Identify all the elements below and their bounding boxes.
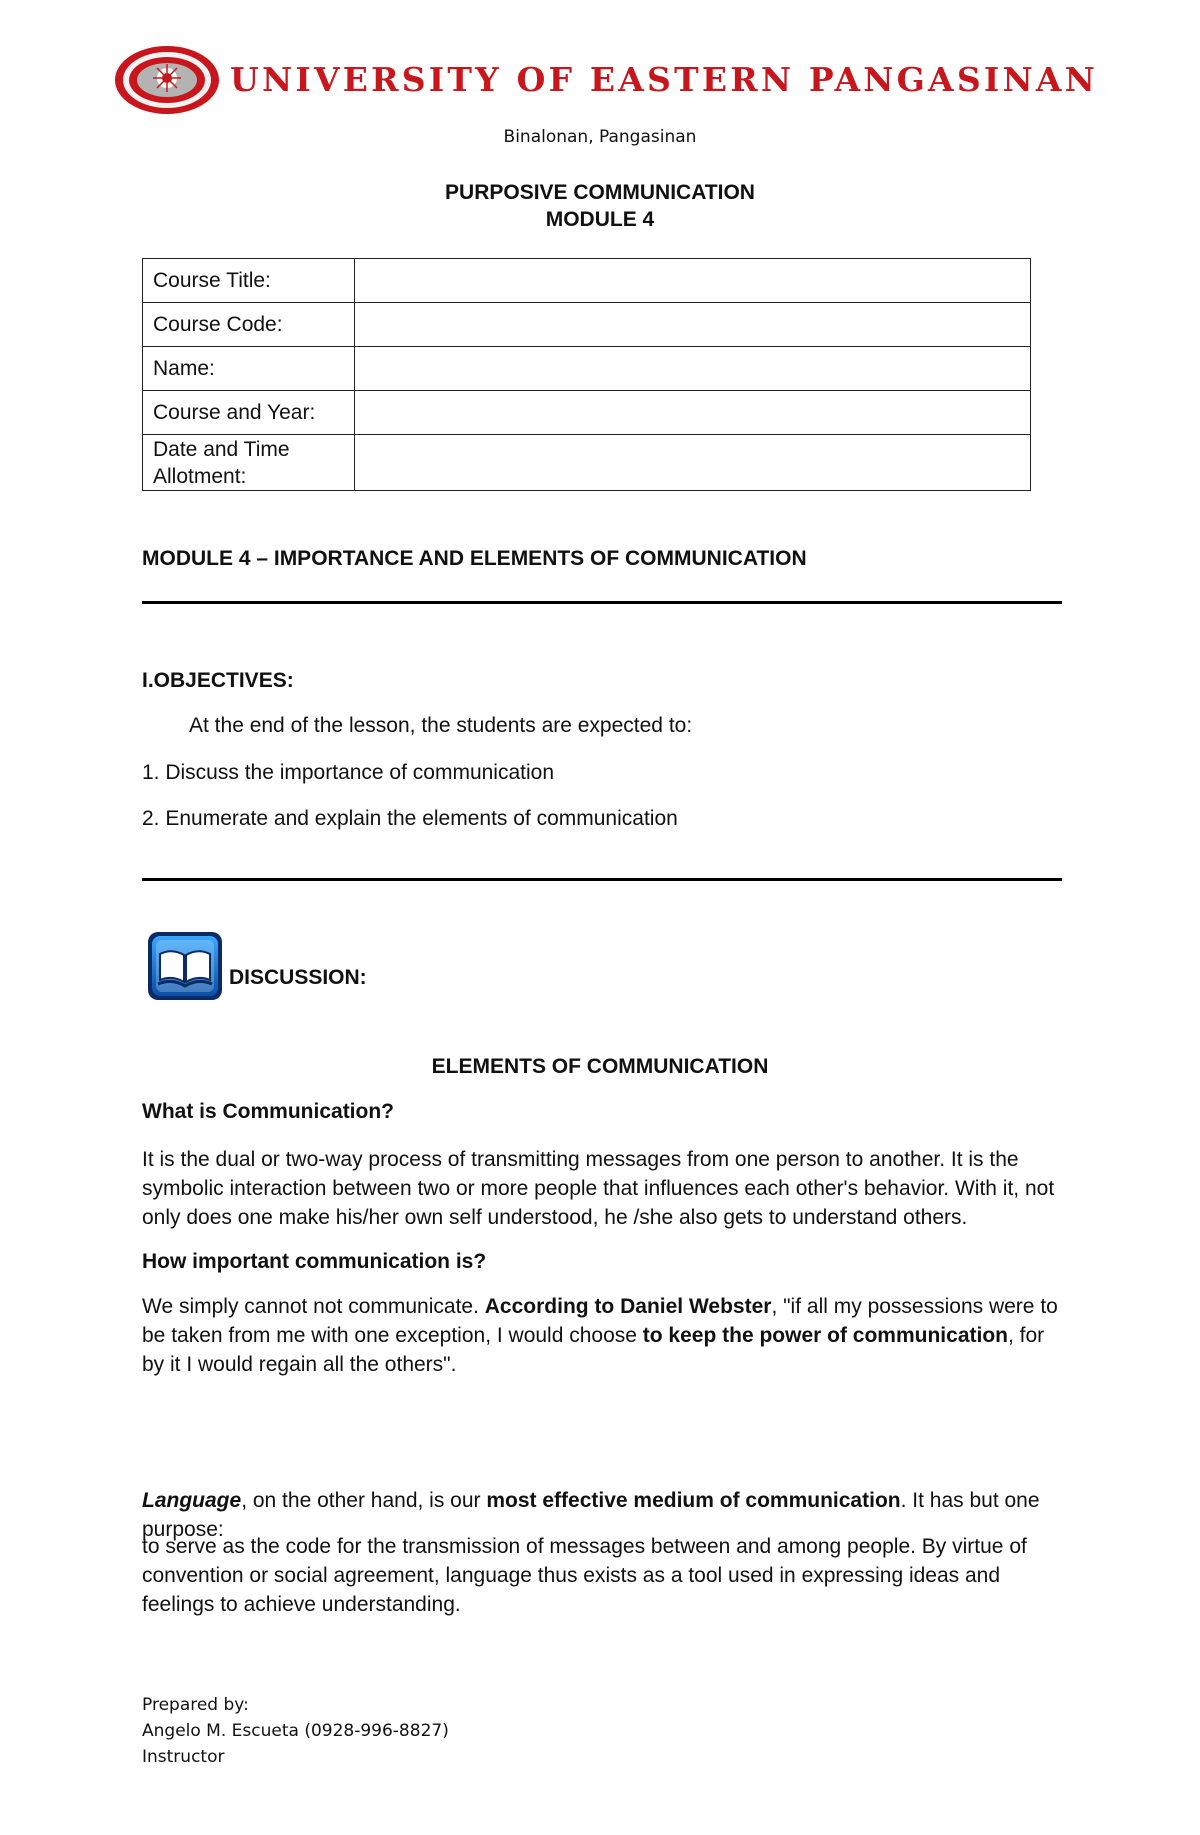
course-code-label: Course Code: (143, 303, 355, 347)
table-row (143, 391, 1031, 435)
date-time-label: Date and Time Allotment: (143, 435, 355, 491)
subject-title: PURPOSIVE COMMUNICATION (445, 181, 755, 204)
course-code-field[interactable] (355, 303, 1031, 347)
section-title: ELEMENTS OF COMMUNICATION (431, 1055, 769, 1078)
name-label: Name: (143, 347, 355, 391)
university-location: Binalonan, Pangasinan (503, 127, 697, 147)
text-span: , for by it I would regain all the others". (142, 1324, 1045, 1376)
table-row (143, 259, 1031, 303)
table-row (143, 347, 1031, 391)
objective-item: 2. Enumerate and explain the elements of communication (142, 807, 678, 830)
divider (142, 878, 1062, 881)
instructor-name: Angelo M. Escueta (0928-996-8827) (142, 1721, 449, 1741)
paragraph: It is the dual or two-way process of transmitting messages from one person to another. It is the symbolic interaction between two or more people that influences each other's behavior. With it, not only does one make his/her own self understood, he /she also gets to understand others. (142, 1148, 1055, 1229)
footer (142, 1692, 449, 1770)
course-title-label: Course Title: (143, 259, 355, 303)
prepared-by-label: Prepared by: (142, 1695, 249, 1715)
course-year-field[interactable] (355, 391, 1031, 435)
discussion-label: DISCUSSION: (229, 966, 367, 989)
objective-item: 1. Discuss the importance of communication (142, 761, 555, 784)
text-span: , "if all my possessions were to be taken from me with one exception, I would choose (142, 1295, 1058, 1347)
text-span: , on the other hand, is our (241, 1489, 487, 1512)
paragraph: to serve as the code for the transmission of messages between and among people. By virtue of convention or social agreement, language thus exists as a tool used in expressing ideas and feelings to achieve understanding. (142, 1535, 1027, 1616)
document-title (0, 179, 1200, 233)
instructor-role: Instructor (142, 1747, 225, 1767)
course-title-field[interactable] (355, 259, 1031, 303)
text-bold: According to Daniel Webster (484, 1295, 772, 1318)
date-time-field[interactable] (355, 435, 1031, 491)
module-number: MODULE 4 (545, 208, 655, 231)
text-span: We simply cannot not communicate. (142, 1295, 485, 1318)
objectives-heading: I.OBJECTIVES: (142, 669, 294, 692)
open-book-icon (146, 930, 224, 1002)
university-name: UNIVERSITY OF EASTERN PANGASINAN (230, 60, 1099, 99)
table-row (143, 435, 1031, 491)
objectives-intro: At the end of the lesson, the students are expected to: (189, 714, 693, 737)
divider (142, 601, 1062, 604)
question-heading: What is Communication? (142, 1100, 394, 1123)
text-span: . It has but one purpose: (142, 1489, 1040, 1541)
module-heading: MODULE 4 – IMPORTANCE AND ELEMENTS OF COMMUNICATION (142, 547, 807, 570)
course-info-table (142, 258, 1031, 491)
course-year-label: Course and Year: (143, 391, 355, 435)
name-field[interactable] (355, 347, 1031, 391)
text-bold: most effective medium of communication (486, 1489, 901, 1512)
university-seal-icon (113, 44, 221, 116)
text-bold: to keep the power of communication (642, 1324, 1008, 1347)
table-row (143, 303, 1031, 347)
paragraph (142, 1292, 1072, 1379)
question-heading: How important communication is? (142, 1250, 487, 1273)
text-bold-italic: Language (142, 1489, 242, 1512)
